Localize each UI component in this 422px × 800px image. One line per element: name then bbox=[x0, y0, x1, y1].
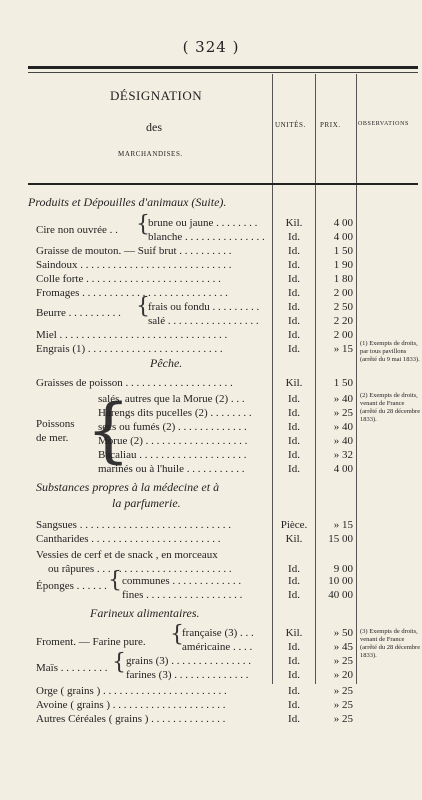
brace: { bbox=[136, 212, 150, 237]
page-number: ( 324 ) bbox=[182, 38, 240, 56]
table-row: fines . . . . . . . . . . . . . . . . . . Id. 40 00 bbox=[122, 589, 353, 601]
table-row: salés, autres que la Morue (2) . . . Id. » 40 bbox=[98, 393, 353, 405]
table-row: américaine . . . . Id. » 45 bbox=[182, 641, 353, 653]
table-row: Harengs dits pucelles (2) . . . . . . . . Id. » 25 bbox=[98, 407, 353, 419]
section-substances-2: la parfumerie. bbox=[112, 496, 181, 510]
section-peche: Pêche. bbox=[150, 356, 183, 370]
header-marchandises: MARCHANDISES. bbox=[118, 150, 183, 158]
beurre-group-label: Beurre . . . . . . . . . . bbox=[36, 307, 121, 319]
table-row: farines (3) . . . . . . . . . . . . . . Id. » 20 bbox=[126, 669, 353, 681]
table-row: Saindoux . . . . . . . . . . . . . . . . . . . . . . . . . . . . Id. 1 90 bbox=[36, 259, 353, 271]
table-row: Avoine ( grains ) . . . . . . . . . . . . . . . . . . . . . Id. » 25 bbox=[36, 699, 353, 711]
table-row: Cantharides . . . . . . . . . . . . . . . . . . . . . . . . Kil. 15 00 bbox=[36, 533, 353, 545]
mais-group-label: Maïs . . . . . . . . . bbox=[36, 662, 108, 674]
table-row: Colle forte . . . . . . . . . . . . . . . . . . . . . . . . . Id. 1 80 bbox=[36, 273, 353, 285]
brace: { bbox=[136, 294, 150, 319]
header-price: PRIX. bbox=[320, 121, 341, 129]
froment-group-label: Froment. — Farine pure. bbox=[36, 636, 146, 648]
table-row: communes . . . . . . . . . . . . . Id. 10 00 bbox=[122, 575, 353, 587]
section-produits: Produits et Dépouilles d'animaux (Suite). bbox=[28, 195, 227, 209]
header-units: UNITÉS. bbox=[275, 121, 306, 129]
header-bottom-rule bbox=[28, 183, 418, 185]
table-row: ou râpures . . . . . . . . . . . . . . . . . . . . . . . . . Id. 9 00 bbox=[48, 563, 353, 575]
section-substances: Substances propres à la médecine et à bbox=[36, 480, 220, 494]
brace: { bbox=[108, 568, 122, 593]
table-row: française (3) . . . Kil. » 50 bbox=[182, 627, 353, 639]
note-2: (2) Exempts de droits, venant de France (arrêté du 28 décembre 1833). bbox=[360, 392, 421, 423]
note-3: (3) Exempts de droits, venant de France (arrêté du 28 décembre 1833). bbox=[360, 628, 421, 659]
header-observations: OBSERVATIONS bbox=[358, 121, 409, 127]
table-row: Vessies de cerf et de snack , en morceaux bbox=[36, 549, 218, 561]
header-rule-thin bbox=[28, 72, 418, 73]
header-des: des bbox=[146, 120, 162, 134]
table-row: salé . . . . . . . . . . . . . . . . . Id. 2 20 bbox=[148, 315, 353, 327]
table-row: Autres Céréales ( grains ) . . . . . . . . . . . . . . Id. » 25 bbox=[36, 713, 353, 725]
poissons-group-label-2: de mer. bbox=[36, 432, 69, 444]
poissons-group-label: Poissons bbox=[36, 418, 75, 430]
cire-group-label: Cire non ouvrée . . bbox=[36, 224, 118, 236]
table-row: Graisse de mouton. — Suif brut . . . . . . . . . . Id. 1 50 bbox=[36, 245, 353, 257]
table-row: marinés ou à l'huile . . . . . . . . . . . Id. 4 00 bbox=[98, 463, 353, 475]
brace: { bbox=[86, 389, 131, 471]
eponges-group-label: Éponges . . . . . . bbox=[36, 580, 107, 592]
table-row: blanche . . . . . . . . . . . . . . . Id. 4 00 bbox=[148, 231, 353, 243]
table-row: Sangsues . . . . . . . . . . . . . . . . . . . . . . . . . . . . Pièce. » 15 bbox=[36, 519, 353, 531]
table-row: grains (3) . . . . . . . . . . . . . . . Id. » 25 bbox=[126, 655, 353, 667]
brace: { bbox=[170, 622, 184, 647]
table-row: Orge ( grains ) . . . . . . . . . . . . . . . . . . . . . . . Id. » 25 bbox=[36, 685, 353, 697]
section-farineux: Farineux alimentaires. bbox=[90, 606, 200, 620]
header-designation: DÉSIGNATION bbox=[110, 88, 203, 103]
table-row: frais ou fondu . . . . . . . . . Id. 2 50 bbox=[148, 301, 353, 313]
table-row: Fromages . . . . . . . . . . . . . . . . . . . . . . . . . . . Id. 2 00 bbox=[36, 287, 353, 299]
table-row: Miel . . . . . . . . . . . . . . . . . . . . . . . . . . . . . . . Id. 2 00 bbox=[36, 329, 353, 341]
brace: { bbox=[112, 650, 126, 675]
table-row: Morue (2) . . . . . . . . . . . . . . . . . . . Id. » 40 bbox=[98, 435, 353, 447]
header-rule-thick bbox=[28, 66, 418, 69]
table-row: Engrais (1) . . . . . . . . . . . . . . . . . . . . . . . . . Id. » 15 bbox=[36, 343, 353, 355]
table-row: Bacaliau . . . . . . . . . . . . . . . . . . . . Id. » 32 bbox=[98, 449, 353, 461]
table-row: brune ou jaune . . . . . . . . Kil. 4 00 bbox=[148, 217, 353, 229]
note-1: (1) Exempts de droits, par tous pavillons (arrêté du 9 mai 1833). bbox=[360, 340, 420, 363]
table-row: Graisses de poisson . . . . . . . . . . . . . . . . . . . . Kil. 1 50 bbox=[36, 377, 353, 389]
table-row: secs ou fumés (2) . . . . . . . . . . . . . Id. » 40 bbox=[98, 421, 353, 433]
